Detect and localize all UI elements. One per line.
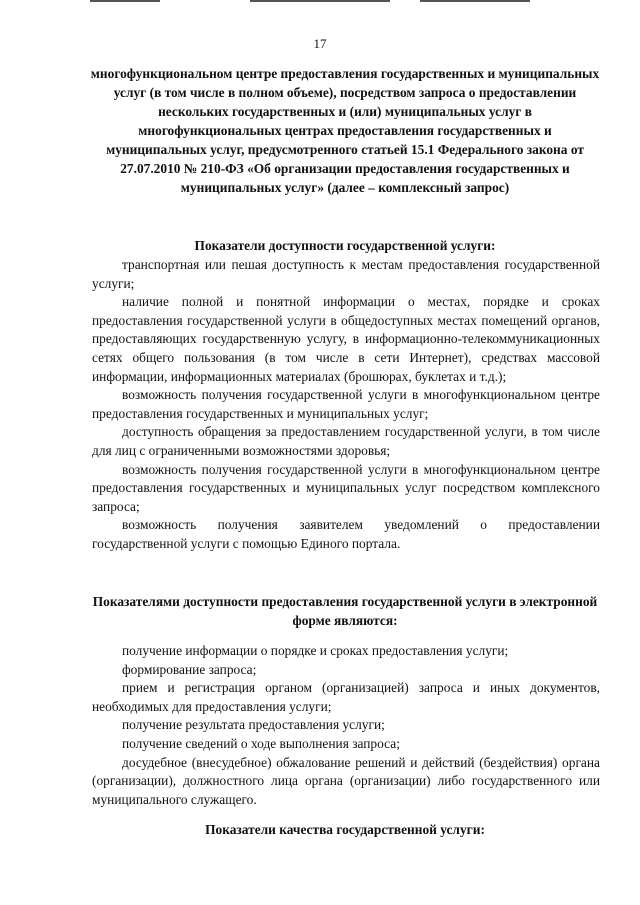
list-item: транспортная или пешая доступность к местам предоставления государственной услуги; [92, 257, 600, 291]
section-title-accessibility: Показатели доступности государственной услуги: [194, 238, 496, 253]
page-number: 17 [313, 36, 327, 51]
list-item: возможность получения государственной услуги в многофункциональном центре предоставления государственных и муниципальных услуг посредством комплексного запроса; [92, 461, 600, 514]
list-item: доступность обращения за предоставлением государственной услуги, в том числе для лиц с ограниченными возможностями здоровья; [92, 424, 600, 458]
scan-top-marks [0, 0, 640, 6]
section-title-quality: Показатели качества государственной услуги: [205, 822, 485, 837]
list-item: наличие полной и понятной информации о местах, порядке и сроках предоставления государственной услуги в общедоступных местах помещений органов, предоставляющих государственную услугу, в информационно-телекоммуникационных сетях общего пользования (в том числе в сети Интернет), средствах массовой информации, информационных материалах (брошюрах, буклетах и т.д.); [92, 294, 600, 384]
list-item: досудебное (внесудебное) обжалование решений и действий (бездействия) органа (организации), должностного лица органа (организации) либо государственного или муниципального служащего. [92, 754, 600, 807]
scan-mark [250, 0, 390, 2]
list-item: возможность получения государственной услуги в многофункциональном центре предоставления государственных и муниципальных услуг; [92, 387, 600, 421]
accessibility-list [92, 256, 600, 554]
section-title-electronic: Показателями доступности предоставления государственной услуги в электронной форме являются: [92, 594, 598, 628]
list-item: прием и регистрация органом (организацией) запроса и иных документов, необходимых для предоставления услуги; [92, 680, 600, 714]
scan-mark [420, 0, 530, 2]
document-heading: многофункциональном центре предоставления государственных и муниципальных услуг (в том числе в полном объеме), посредством запроса о предоставлении нескольких государственных и (или) муниципальных услуг в многофункциональных центрах предоставления государственных и муниципальных услуг, предусмотренного статьей 15.1 Федерального закона от 27.07.2010 № 210-ФЗ «Об организации предоставления государственных и муниципальных услуг» (далее – комплексный запрос) [90, 66, 600, 195]
list-item: возможность получения заявителем уведомлений о предоставлении государственной услуги с помощью Единого портала. [92, 517, 600, 551]
electronic-list [92, 642, 600, 809]
list-item: получение результата предоставления услуги; [122, 717, 385, 733]
list-item: формирование запроса; [122, 661, 257, 677]
scan-mark [90, 0, 160, 2]
list-item: получение сведений о ходе выполнения запроса; [122, 735, 400, 751]
list-item: получение информации о порядке и сроках предоставления услуги; [122, 643, 509, 658]
